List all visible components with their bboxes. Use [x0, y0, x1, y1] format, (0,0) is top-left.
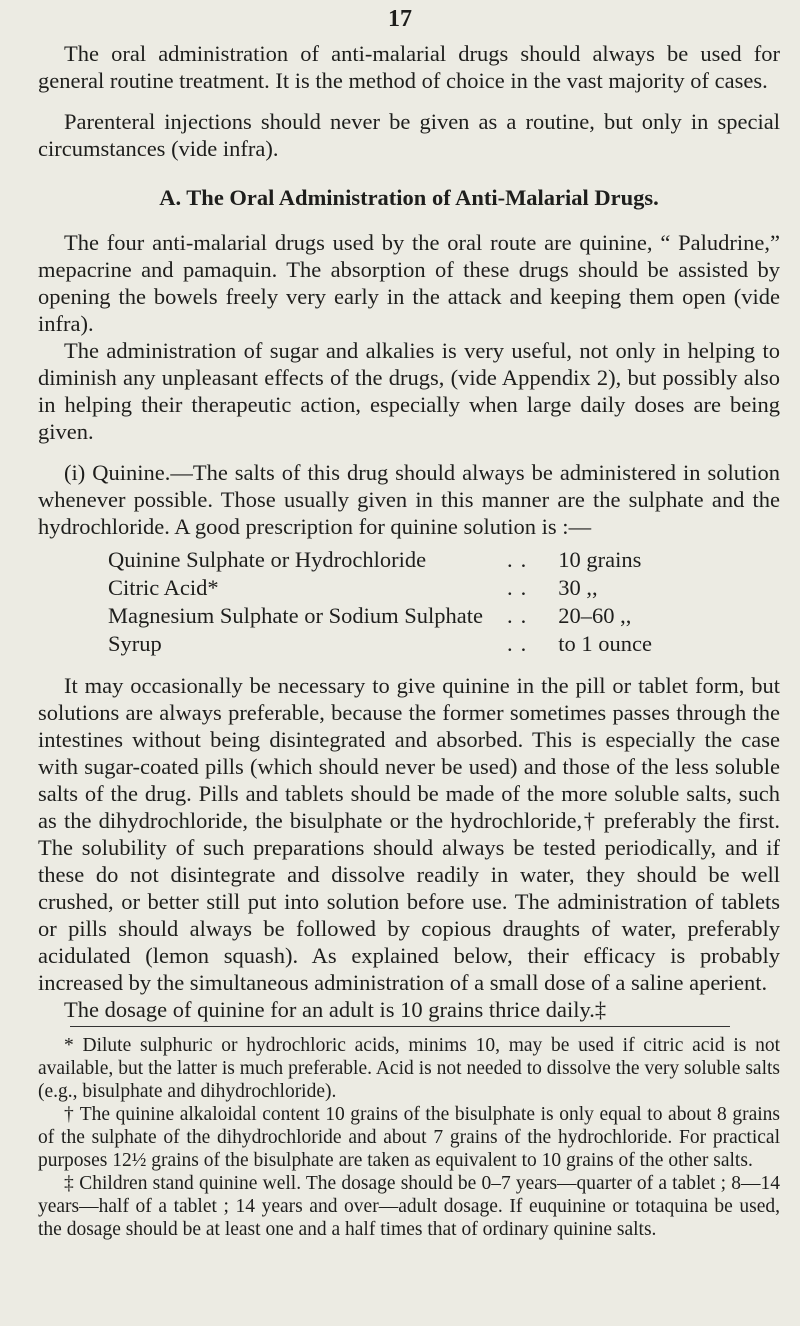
prescription-row: [108, 602, 652, 630]
amount: to 1 ounce: [558, 631, 652, 656]
ingredient: Syrup: [108, 631, 162, 656]
body-text: [38, 40, 780, 1023]
paragraph-pills-tablets: It may occasionally be necessary to give quinine in the pill or tablet form, but solutions are always preferable, because the former sometimes passes through the intestines without being disintegrated and absorbed. This is especially the case with sugar-coated pills (which should never be used) and those of the less soluble salts of the drug. Pills and tablets should be made of the more soluble salts, such as the dihydrochloride, the bisulphate or the hydrochloride,† preferably the first. The solubility of such preparations should always be tested periodically, and if these do not disintegrate and dissolve readily in water, they should be well crushed, or better still put into solution before use. The administration of tablets or pills should always be followed by copious draughts of water, preferably acidulated (lemon squash). As explained below, their efficacy is probably increased by the simultaneous administration of a small dose of a saline aperient.: [38, 673, 780, 995]
leader-dots: ..: [506, 575, 535, 600]
footnotes: [38, 1034, 780, 1241]
leader-dots: ..: [506, 603, 535, 628]
section-heading: A. The Oral Administration of Anti-Malarial Drugs.: [159, 185, 659, 210]
prescription-table: [108, 546, 652, 658]
footnote-alkaloidal-content: † The quinine alkaloidal content 10 grains of the bisulphate is only equal to about 8 grains of the sulphate of the dihydrochloride and about 7 grains of the hydrochloride. For practical purposes 12½ grains of the bisulphate are taken as equivalent to 10 grains of the other salts.: [38, 1104, 780, 1171]
page-number: 17: [388, 6, 412, 32]
amount: 30 ,,: [558, 575, 598, 600]
prescription-row: [108, 546, 652, 574]
footnote-citric-acid: * Dilute sulphuric or hydrochloric acids, minims 10, may be used if citric acid is not available, but the latter is much preferable. Acid is not needed to dissolve the very soluble salts (e.g., bisulphate and dihydrochloride).: [38, 1035, 780, 1102]
ingredient: Quinine Sulphate or Hydrochloride: [108, 547, 427, 572]
amount: 20–60 ,,: [558, 603, 632, 628]
paragraph-oral-administration: The oral administration of anti-malarial drugs should always be used for general routine treatment. It is the method of choice in the vast majority of cases.: [38, 41, 780, 93]
prescription-row: [108, 574, 652, 602]
leader-dots: ..: [506, 631, 535, 656]
leader-dots: ..: [506, 547, 535, 572]
footnote-children-dosage: ‡ Children stand quinine well. The dosage should be 0–7 years—quarter of a tablet ; 8—14 years—half of a tablet ; 14 years and over—adult dosage. If euquinine or totaquina be used, the dosage should be at least one and a half times that of ordinary quinine salts.: [38, 1173, 780, 1240]
prescription-row: [108, 630, 652, 658]
paragraph-four-drugs: The four anti-malarial drugs used by the oral route are quinine, “ Paludrine,” mepacrine and pamaquin. The absorption of these drugs should be assisted by opening the bowels freely very early in the attack and keeping them open (vide infra).: [38, 230, 780, 336]
paragraph-quinine: (i) Quinine.—The salts of this drug should always be administered in solution whenever possible. Those usually given in this manner are the sulphate and the hydrochloride. A good prescription for quinine solution is :—: [38, 460, 780, 539]
paragraph-parenteral: Parenteral injections should never be given as a routine, but only in special circumstances (vide infra).: [38, 109, 780, 161]
ingredient: Magnesium Sulphate or Sodium Sulphate: [108, 603, 483, 628]
ingredient: Citric Acid*: [108, 575, 219, 600]
paragraph-dosage: The dosage of quinine for an adult is 10 grains thrice daily.‡: [64, 997, 607, 1022]
paragraph-sugar-alkalies: The administration of sugar and alkalies is very useful, not only in helping to diminish any unpleasant effects of the drugs, (vide Appendix 2), but possibly also in helping their therapeutic action, especially when large daily doses are being given.: [38, 338, 780, 444]
amount: 10 grains: [558, 547, 642, 572]
footnote-rule: [70, 1026, 730, 1027]
